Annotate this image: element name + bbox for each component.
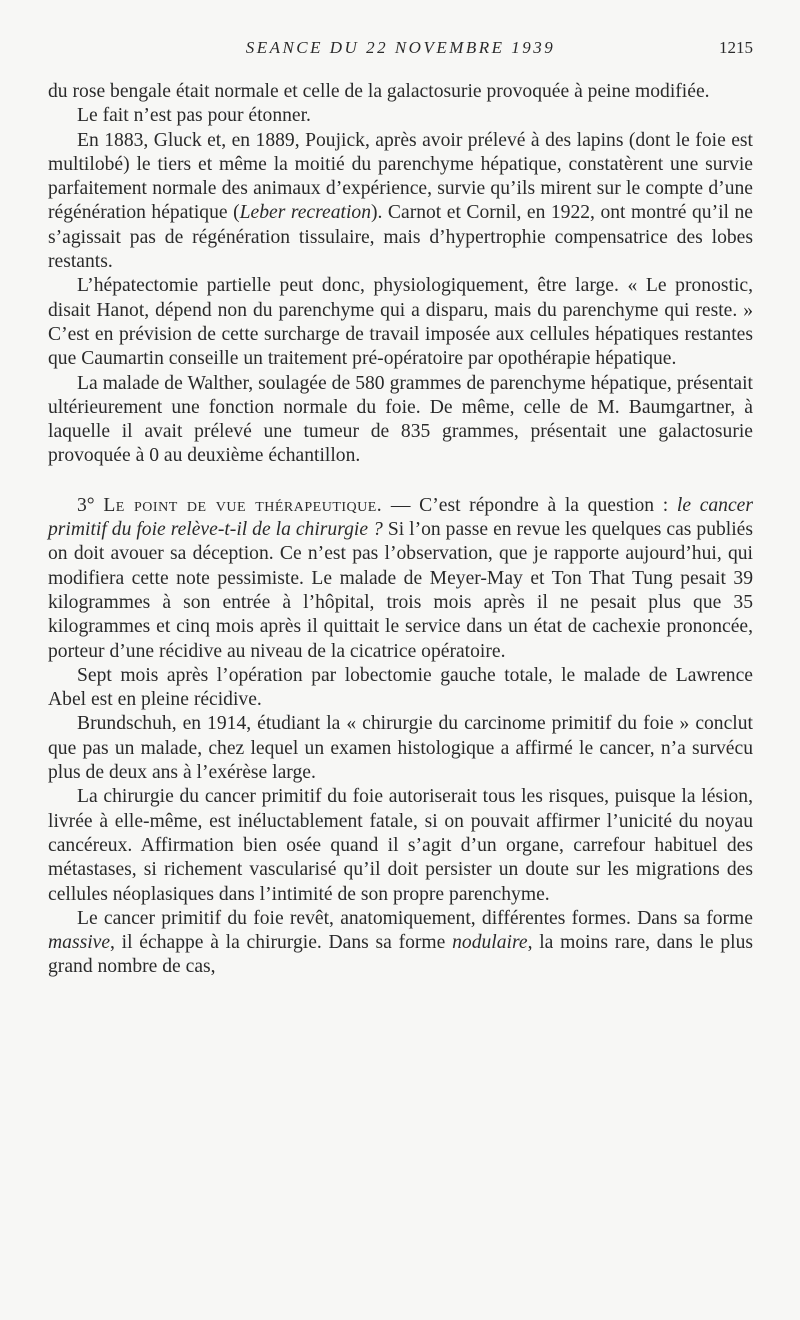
paragraph-6-italic: le cancer primitif du foie relève-t-il de la chirurgie ? (48, 494, 753, 541)
paragraph-5: La malade de Walther, soulagée de 580 grammes de parenchyme hépatique, présentait ultérieurement une fonction normale du foie. De même, celle de M. Baumgartner, à laquelle il avait prélevé une tumeur de 835 grammes, présentait une galactosurie provoquée à 0 au deuxième échantillon. (48, 372, 753, 467)
paragraph-3-text-b: ). Carnot et Cornil, en 1922, ont montré qu’il ne s’agissait pas de régénération tissulaire, mais d’hypertrophie compensatrice des lobes restants. (48, 202, 753, 273)
paragraph-1: du rose bengale était normale et celle de la galactosurie provoquée à peine modifiée. (48, 81, 710, 102)
paragraph-8: Brundschuh, en 1914, étudiant la « chirurgie du carcinome primitif du foie » conclut que pas un malade, chez lequel un examen histologique a affirmé le cancer, n’a survécu plus de deux ans à l’exérèse large. (48, 713, 753, 784)
paragraph-10-text-c: , la moins rare, dans le plus grand nombre de cas, (48, 932, 753, 978)
paragraph-7: Sept mois après l’opération par lobectomie gauche totale, le malade de Lawrence Abel est en pleine récidive. (48, 664, 753, 711)
paragraph-6-text-a: — C’est répondre à la question : (382, 494, 677, 516)
paragraph-3-italic: Leber recreation (239, 202, 371, 224)
body-text (48, 80, 753, 980)
page-header (48, 38, 753, 64)
paragraph-10 (48, 907, 753, 980)
paragraph-4: L’hépatectomie partielle peut donc, physiologiquement, être large. « Le pronostic, disait Hanot, dépend non du parenchyme qui a disparu, mais du parenchyme qui reste. » C’est en prévision de cette surcharge de travail imposée aux cellules hépatiques restantes que Caumartin conseille un traitement pré-opératoire par opothérapie hépatique. (48, 275, 753, 370)
paragraph-2: Le fait n’est pas pour étonner. (77, 105, 311, 127)
running-title: SEANCE DU 22 NOVEMBRE 1939 (245, 38, 556, 57)
section-number: 3° (77, 494, 95, 516)
paragraph-9: La chirurgie du cancer primitif du foie autoriserait tous les risques, puisque la lésion, livrée à elle-même, est inéluctablement fatale, si on pouvait affirmer l’unicité du noyau cancéreux. Affirmation bien osée quand il s’agit d’un organe, carrefour habituel des métastases, si richement vascularisé qu’il doit persister un doute sur les migrations des cellules néoplasiques dans l’intimité de son propre parenchyme. (48, 786, 753, 905)
paragraph-3 (48, 129, 753, 275)
paragraph-10-italic-b: nodulaire (452, 932, 528, 954)
paragraph-10-italic-a: massive (48, 932, 111, 954)
paragraph-3-text-a: En 1883, Gluck et, en 1889, Poujick, après avoir prélevé à des lapins (dont le foie est multilobé) le tiers et même la moitié du parenchyme hépatique, constatèrent une survie parfaitement normale des animaux d’expérience, survie qu’ils mirent sur le compte d’une régénération hépatique ( (48, 129, 753, 224)
section-heading: Le point de vue thérapeutique. (103, 494, 383, 516)
paragraph-6-section-therapeutique (48, 494, 753, 664)
page-number: 1215 (719, 38, 753, 57)
paragraph-10-text-b: , il échappe à la chirurgie. Dans sa forme (110, 932, 453, 954)
paragraph-6-text-b: Si l’on passe en revue les quelques cas publiés on doit avouer sa déception. Ce n’est pas l’observation, que je rapporte aujourd’hui, qui modifiera cette note pessimiste. Le malade de Meyer-May et Ton That Tung pesait 39 kilogrammes à son entrée à l’hôpital, trois mois après il ne pesait plus que 35 kilogrammes et cinq mois après il quittait le service dans un état de cachexie prononcée, porteur d’une récidive au niveau de la cicatrice opératoire. (48, 519, 754, 662)
paragraph-10-text-a: Le cancer primitif du foie revêt, anatomiquement, différentes formes. Dans sa forme (77, 907, 753, 929)
